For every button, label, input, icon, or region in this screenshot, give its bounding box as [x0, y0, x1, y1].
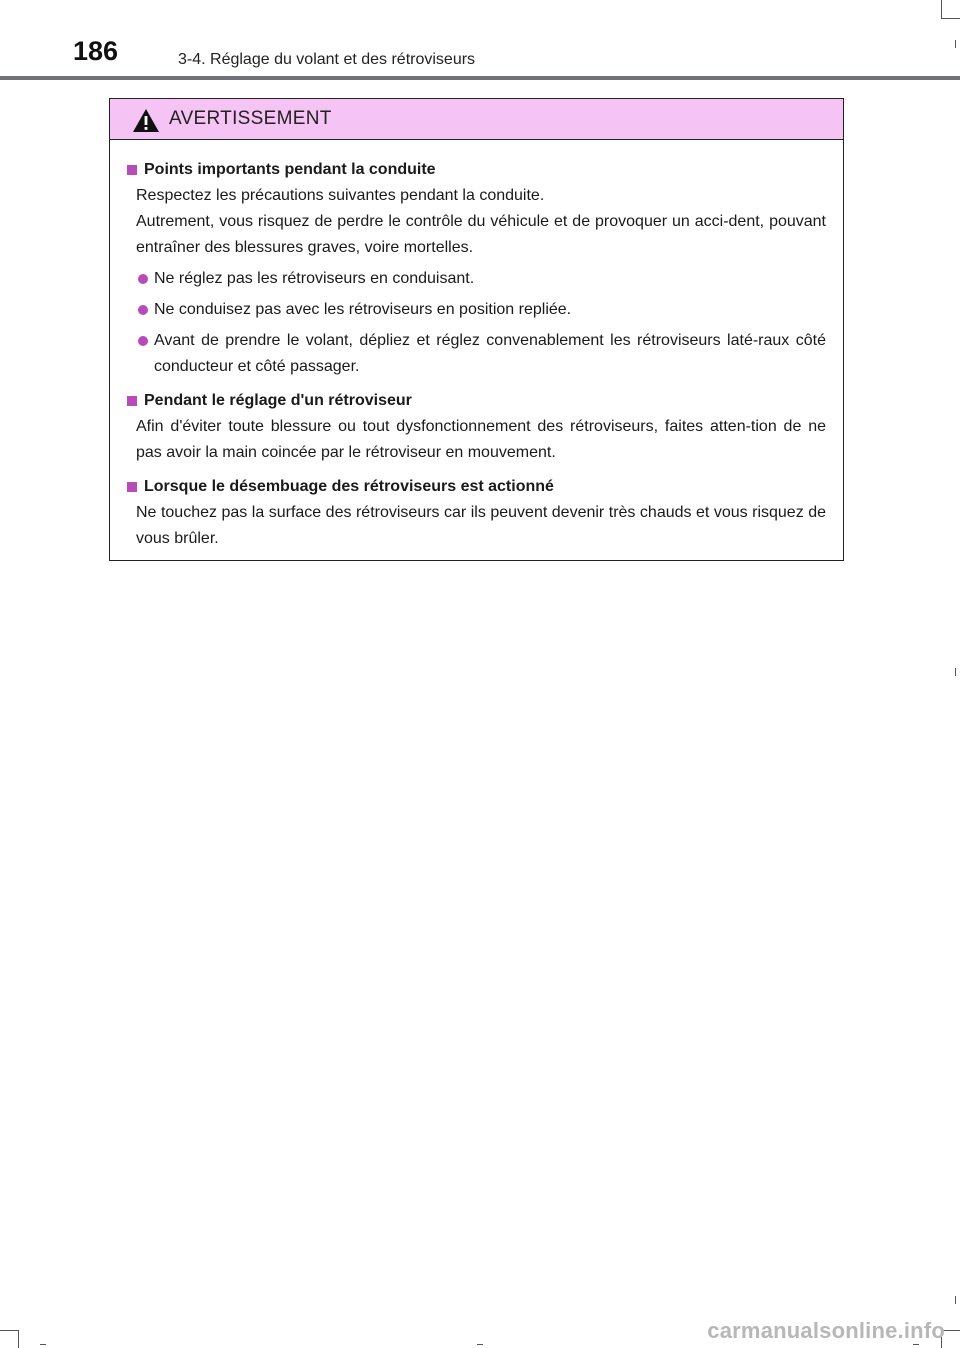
page-number: 186	[73, 36, 119, 66]
circle-bullet-icon	[138, 336, 148, 346]
paragraph-line: Autrement, vous risquez de perdre le contrôle du véhicule et de provoquer un acci-dent, pouvant entraîner des blessures graves, voire mortelles.	[136, 213, 826, 256]
square-bullet-icon	[127, 165, 137, 175]
warning-triangle-icon	[132, 108, 160, 133]
list-item-text: Ne conduisez pas avec les rétroviseurs en position repliée.	[154, 301, 572, 318]
warning-box	[109, 98, 844, 561]
circle-bullet-icon	[138, 274, 148, 284]
crop-mark	[955, 668, 956, 676]
list-item-text: Avant de prendre le volant, dépliez et réglez convenablement les rétroviseurs laté-raux côté conducteur et côté passager.	[154, 332, 826, 375]
crop-mark	[18, 1330, 19, 1348]
crop-mark	[0, 1330, 18, 1331]
paragraph-line: Respectez les précautions suivantes pendant la conduite.	[136, 187, 545, 204]
header-divider	[0, 76, 960, 80]
list-item	[138, 297, 826, 323]
list-item-text: Ne réglez pas les rétroviseurs en conduisant.	[154, 270, 475, 287]
crop-mark	[40, 1344, 46, 1345]
section-heading	[127, 157, 826, 183]
paragraph-line: Ne touchez pas la surface des rétroviseurs car ils peuvent devenir très chauds et vous risquez de vous brûler.	[136, 504, 826, 547]
circle-bullet-icon	[138, 305, 148, 315]
crop-mark	[477, 1344, 483, 1345]
square-bullet-icon	[127, 482, 137, 492]
list-item	[138, 266, 826, 292]
paragraph-line: Afin d'éviter toute blessure ou tout dysfonctionnement des rétroviseurs, faites atten-tion de ne pas avoir la main coincée par le rétroviseur en mouvement.	[136, 418, 826, 461]
crop-mark	[941, 0, 942, 18]
crop-mark	[941, 18, 960, 19]
section-heading	[127, 388, 826, 414]
section-paragraph	[136, 500, 826, 552]
crop-mark	[955, 40, 956, 48]
watermark: carmanualsonline.info	[707, 1318, 945, 1343]
warning-title: AVERTISSEMENT	[169, 108, 332, 129]
section-heading	[127, 474, 826, 500]
square-bullet-icon	[127, 396, 137, 406]
section-paragraph	[136, 183, 826, 261]
section-heading-text: Lorsque le désembuage des rétroviseurs est actionné	[144, 478, 554, 495]
crop-mark	[913, 1344, 919, 1345]
section-title: 3-4. Réglage du volant et des rétroviseurs	[178, 51, 476, 68]
section-heading-text: Pendant le réglage d'un rétroviseur	[144, 392, 412, 409]
warning-body	[110, 140, 843, 552]
section-heading-text: Points importants pendant la conduite	[144, 161, 436, 178]
crop-mark	[955, 1296, 956, 1304]
list-item	[138, 328, 826, 380]
warning-header	[110, 99, 843, 140]
section-paragraph	[136, 414, 826, 466]
